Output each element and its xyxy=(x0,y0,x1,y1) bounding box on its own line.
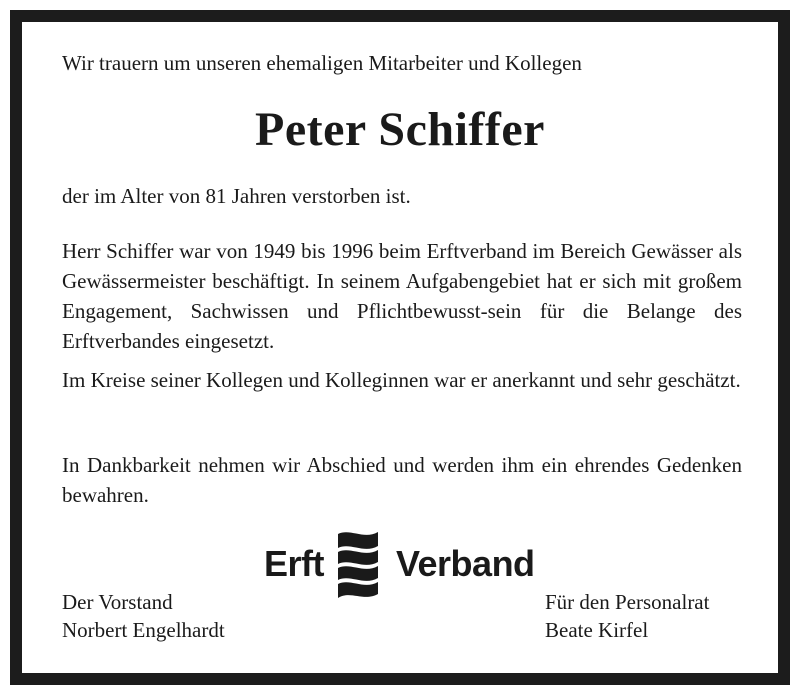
logo-word-verband: Verband xyxy=(396,543,535,584)
signature-council-name: Beate Kirfel xyxy=(545,618,649,642)
erftverband-logo xyxy=(264,528,534,604)
farewell-paragraph: In Dankbarkeit nehmen wir Abschied und werden ihm ein ehrendes Gedenken bewahren. xyxy=(62,453,742,507)
signature-board-name: Norbert Engelhardt xyxy=(62,618,225,642)
signature-board-title: Der Vorstand xyxy=(62,590,173,614)
signature-board xyxy=(62,588,225,644)
logo-word-erft: Erft xyxy=(264,543,324,584)
age-line: der im Alter von 81 Jahren verstorben ist. xyxy=(62,184,411,208)
intro-line: Wir trauern um unseren ehemaligen Mitarbeiter und Kollegen xyxy=(62,51,582,75)
career-paragraph: Herr Schiffer war von 1949 bis 1996 beim Erftverband im Bereich Gewässer als Gewässermeister beschäftigt. In seinem Aufgabengebiet hat er sich mit großem Engagement, Sachwissen und Pflichtbewusst-sein für die Belange des Erftverbandes eingesetzt. xyxy=(62,239,742,353)
signature-staff-council xyxy=(545,588,709,644)
deceased-name: Peter Schiffer xyxy=(255,103,545,156)
wave-flag-icon xyxy=(334,528,382,604)
colleagues-paragraph: Im Kreise seiner Kollegen und Kolleginnen war er anerkannt und sehr geschätzt. xyxy=(62,368,741,392)
signature-council-title: Für den Personalrat xyxy=(545,590,710,614)
